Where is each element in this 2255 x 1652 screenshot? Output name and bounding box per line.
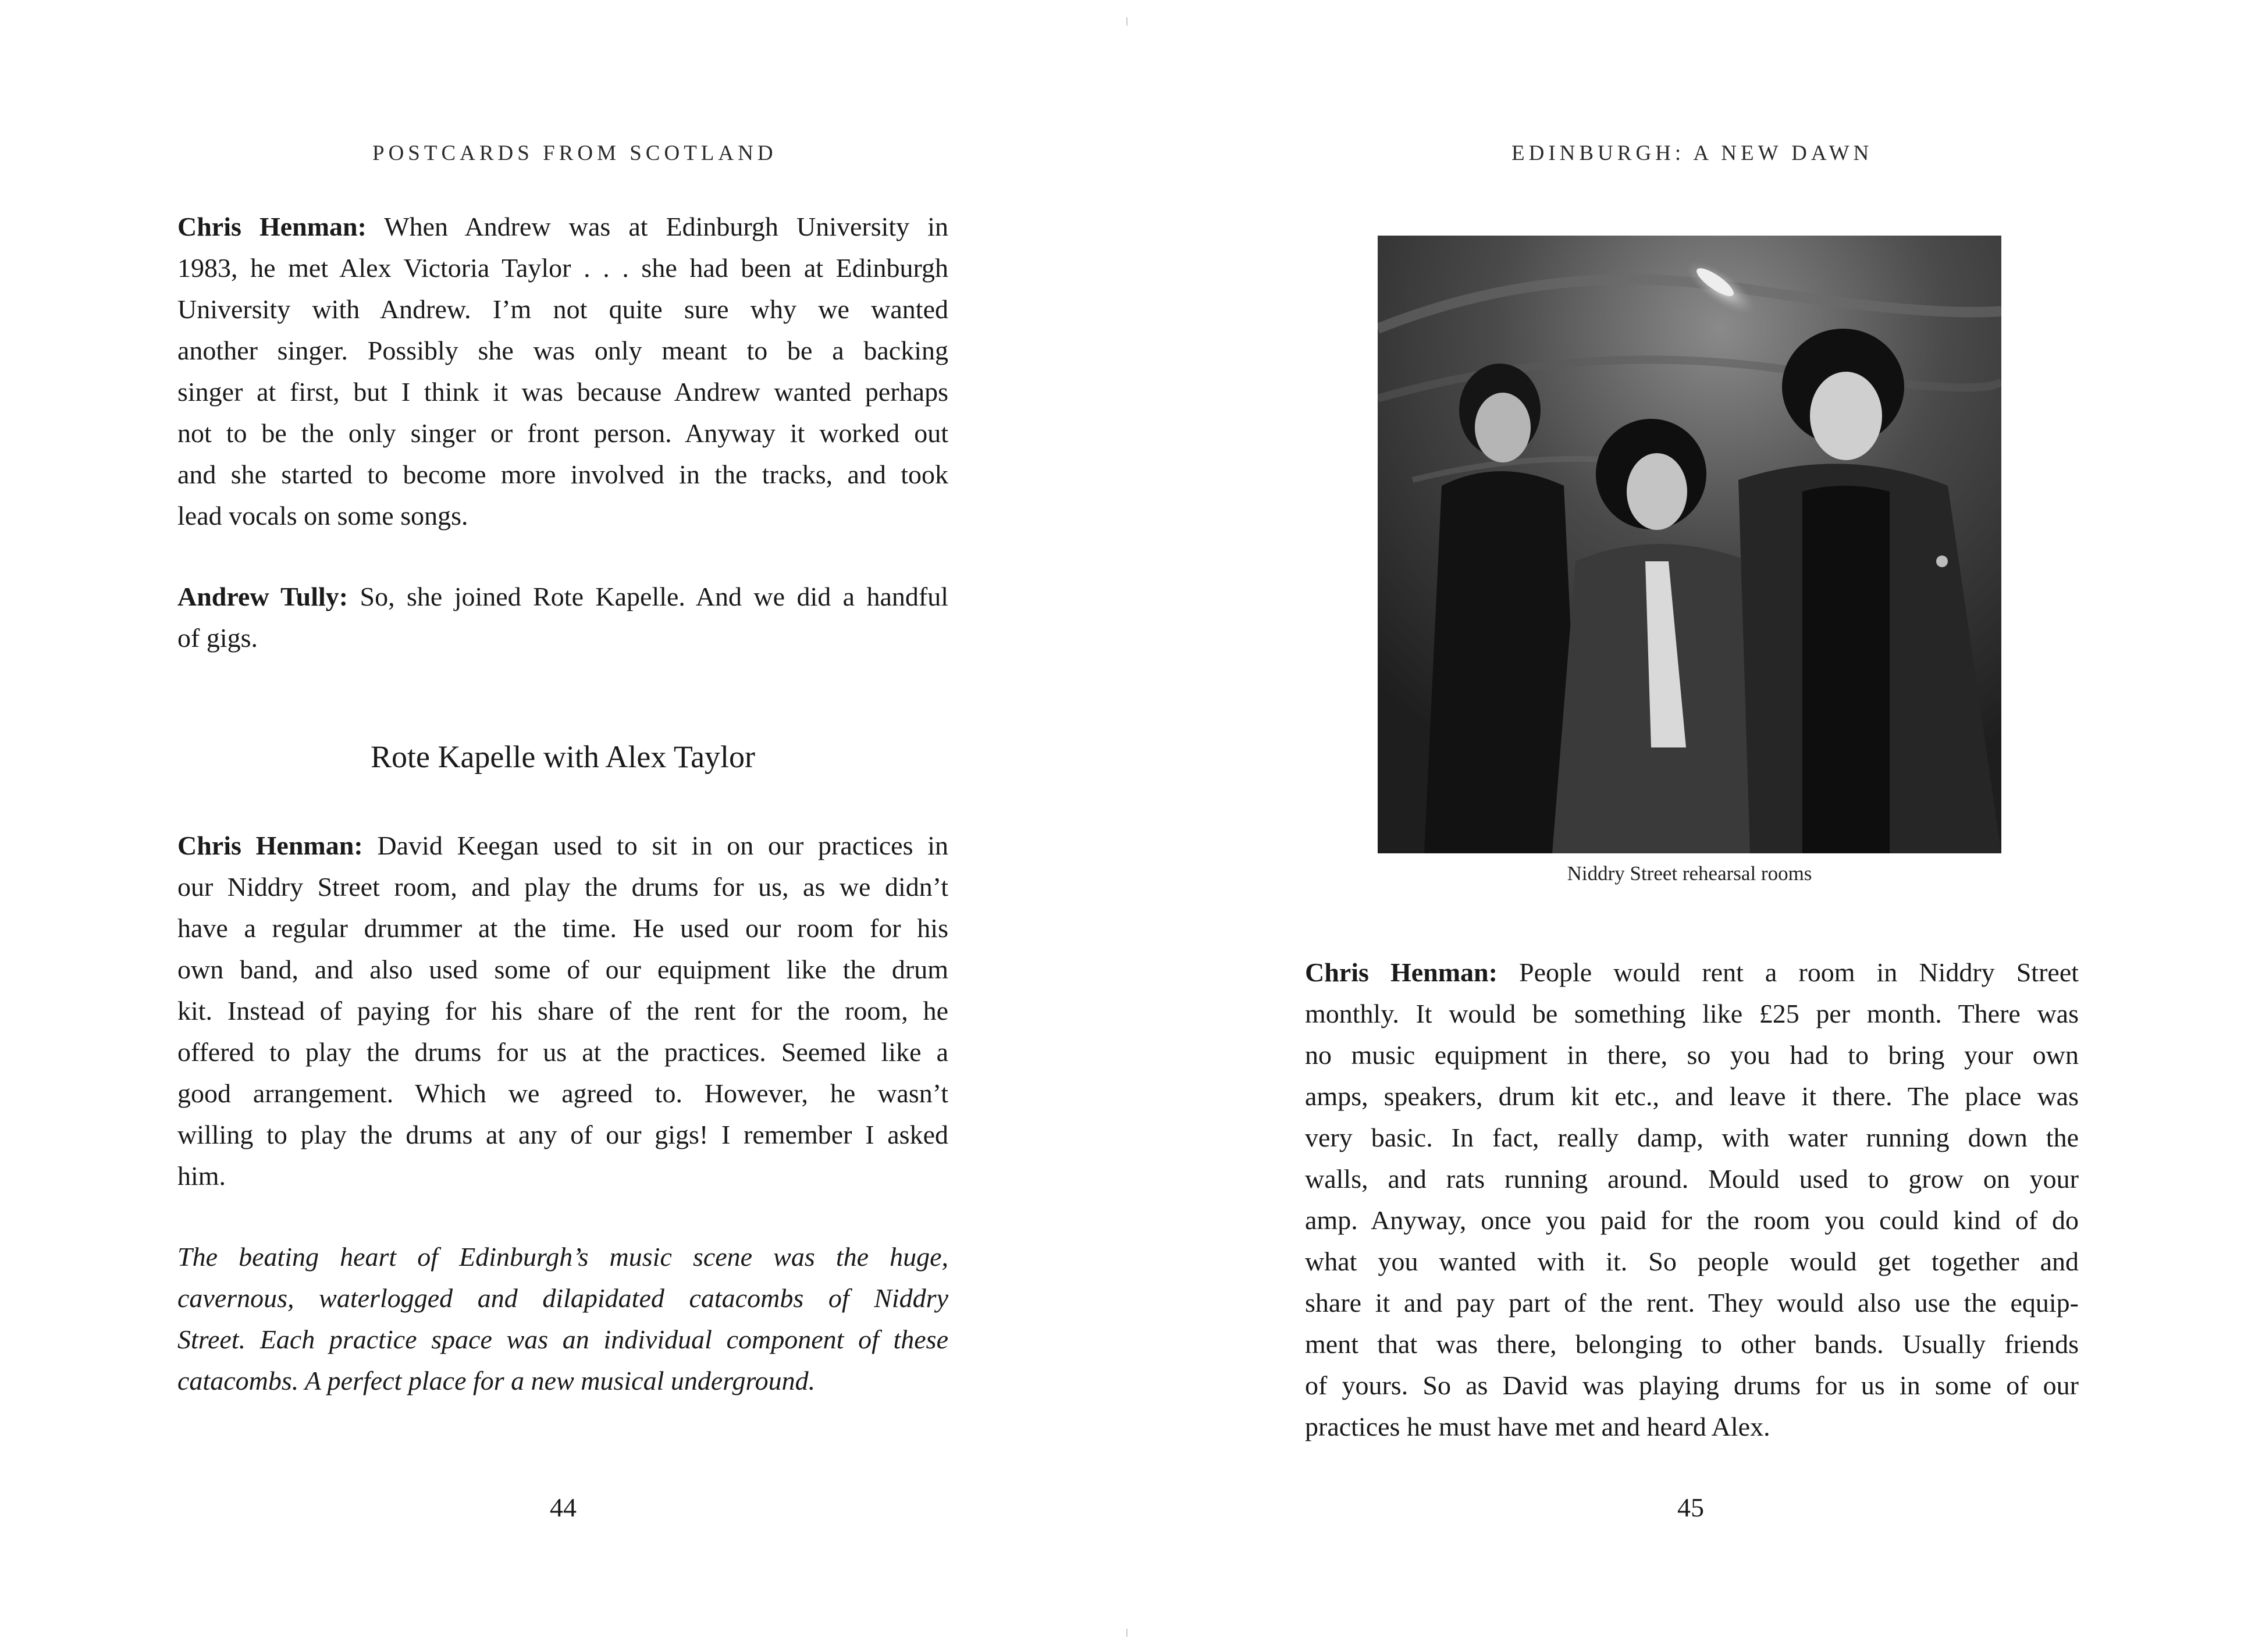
paragraph-line: kit. Instead of paying for his share of the rent for the room, he bbox=[177, 996, 948, 1026]
paragraph-line: very basic. In fact, really damp, with water running down the bbox=[1305, 1123, 2079, 1152]
paragraph-line: of gigs. bbox=[177, 623, 258, 653]
paragraph-line: our Niddry Street room, and play the drums for us, as we didn’t bbox=[177, 872, 948, 902]
paragraph-line: practices he must have met and heard Alex. bbox=[1305, 1412, 1770, 1441]
paragraph-line: another singer. Possibly she was only meant to be a backing bbox=[177, 336, 948, 365]
paragraph-line: 1983, he met Alex Victoria Taylor . . . she had been at Edinburgh bbox=[177, 253, 948, 283]
paragraph-line: no music equipment in there, so you had to bring your own bbox=[1305, 1040, 2079, 1070]
paragraph-line: not to be the only singer or front person. Anyway it worked out bbox=[177, 418, 948, 448]
paragraph-line-1 bbox=[177, 206, 948, 247]
paragraph-line: singer at first, but I think it was because Andrew wanted perhaps bbox=[177, 377, 948, 407]
running-head: POSTCARDS FROM SCOTLAND bbox=[372, 141, 777, 165]
paragraph-line: willing to play the drums at any of our gigs! I remember I asked bbox=[177, 1120, 948, 1149]
band-photo-illustration bbox=[1378, 236, 2001, 853]
paragraph-line: of yours. So as David was playing drums for us in some of our bbox=[1305, 1370, 2079, 1400]
paragraph-line-1 bbox=[1305, 952, 2079, 993]
paragraph-line: have a regular drummer at the time. He used our room for his bbox=[177, 913, 948, 943]
speaker-name: Chris Henman: bbox=[177, 831, 363, 860]
paragraph-line: amps, speakers, drum kit etc., and leave it there. The place was bbox=[1305, 1081, 2079, 1111]
italic-line: cavernous, waterlogged and dilapidated catacombs of Niddry bbox=[177, 1283, 948, 1313]
page-number: 45 bbox=[1677, 1493, 1704, 1522]
paragraph-line: monthly. It would be something like £25 per month. There was bbox=[1305, 999, 2079, 1028]
photo-caption: Niddry Street rehearsal rooms bbox=[1567, 862, 1812, 885]
paragraph-1 bbox=[1305, 952, 2079, 1447]
line-text: David Keegan used to sit in on our practices in bbox=[377, 831, 949, 860]
speaker-name: Chris Henman: bbox=[177, 212, 367, 241]
italic-line: Street. Each practice space was an individual component of these bbox=[177, 1325, 948, 1354]
speaker-name: Chris Henman: bbox=[1305, 957, 1498, 987]
paragraph-2 bbox=[177, 576, 948, 658]
paragraph-line: walls, and rats running around. Mould used to grow on your bbox=[1305, 1164, 2079, 1194]
page-number: 44 bbox=[550, 1493, 577, 1522]
paragraph-line-1 bbox=[177, 576, 948, 617]
paragraph-line-1 bbox=[177, 825, 948, 866]
paragraph-line: own band, and also used some of our equipment like the drum bbox=[177, 955, 948, 984]
paragraph-line: what you wanted with it. So people would get together and bbox=[1305, 1247, 2079, 1276]
paragraph-line: amp. Anyway, once you paid for the room you could kind of do bbox=[1305, 1205, 2079, 1235]
paragraph-1 bbox=[177, 206, 948, 536]
italic-narration bbox=[177, 1236, 948, 1401]
paragraph-line: ment that was there, belonging to other bands. Usually friends bbox=[1305, 1329, 2079, 1359]
line-text: When Andrew was at Edinburgh University in bbox=[384, 212, 948, 241]
line-text: People would rent a room in Niddry Street bbox=[1519, 957, 2079, 987]
paragraph-line: offered to play the drums for us at the practices. Seemed like a bbox=[177, 1037, 948, 1067]
paragraph-line: University with Andrew. I’m not quite sure why we wanted bbox=[177, 294, 948, 324]
italic-line: catacombs. A perfect place for a new musical underground. bbox=[177, 1366, 816, 1395]
paragraph-line: him. bbox=[177, 1161, 226, 1191]
italic-line: The beating heart of Edinburgh’s music scene was the huge, bbox=[177, 1242, 948, 1272]
band-photo bbox=[1378, 236, 2001, 853]
speaker-name: Andrew Tully: bbox=[177, 582, 348, 611]
running-head: EDINBURGH: A NEW DAWN bbox=[1511, 141, 1873, 165]
paragraph-line: share it and pay part of the rent. They would also use the equip- bbox=[1305, 1288, 2079, 1318]
paragraph-line: good arrangement. Which we agreed to. However, he wasn’t bbox=[177, 1078, 948, 1108]
paragraph-3 bbox=[177, 825, 948, 1197]
right-page bbox=[1128, 0, 2255, 1652]
section-heading: Rote Kapelle with Alex Taylor bbox=[370, 739, 756, 774]
paragraph-line: lead vocals on some songs. bbox=[177, 501, 468, 531]
paragraph-line: and she started to become more involved in the tracks, and took bbox=[177, 460, 948, 489]
line-text: So, she joined Rote Kapelle. And we did a handful bbox=[360, 582, 948, 611]
